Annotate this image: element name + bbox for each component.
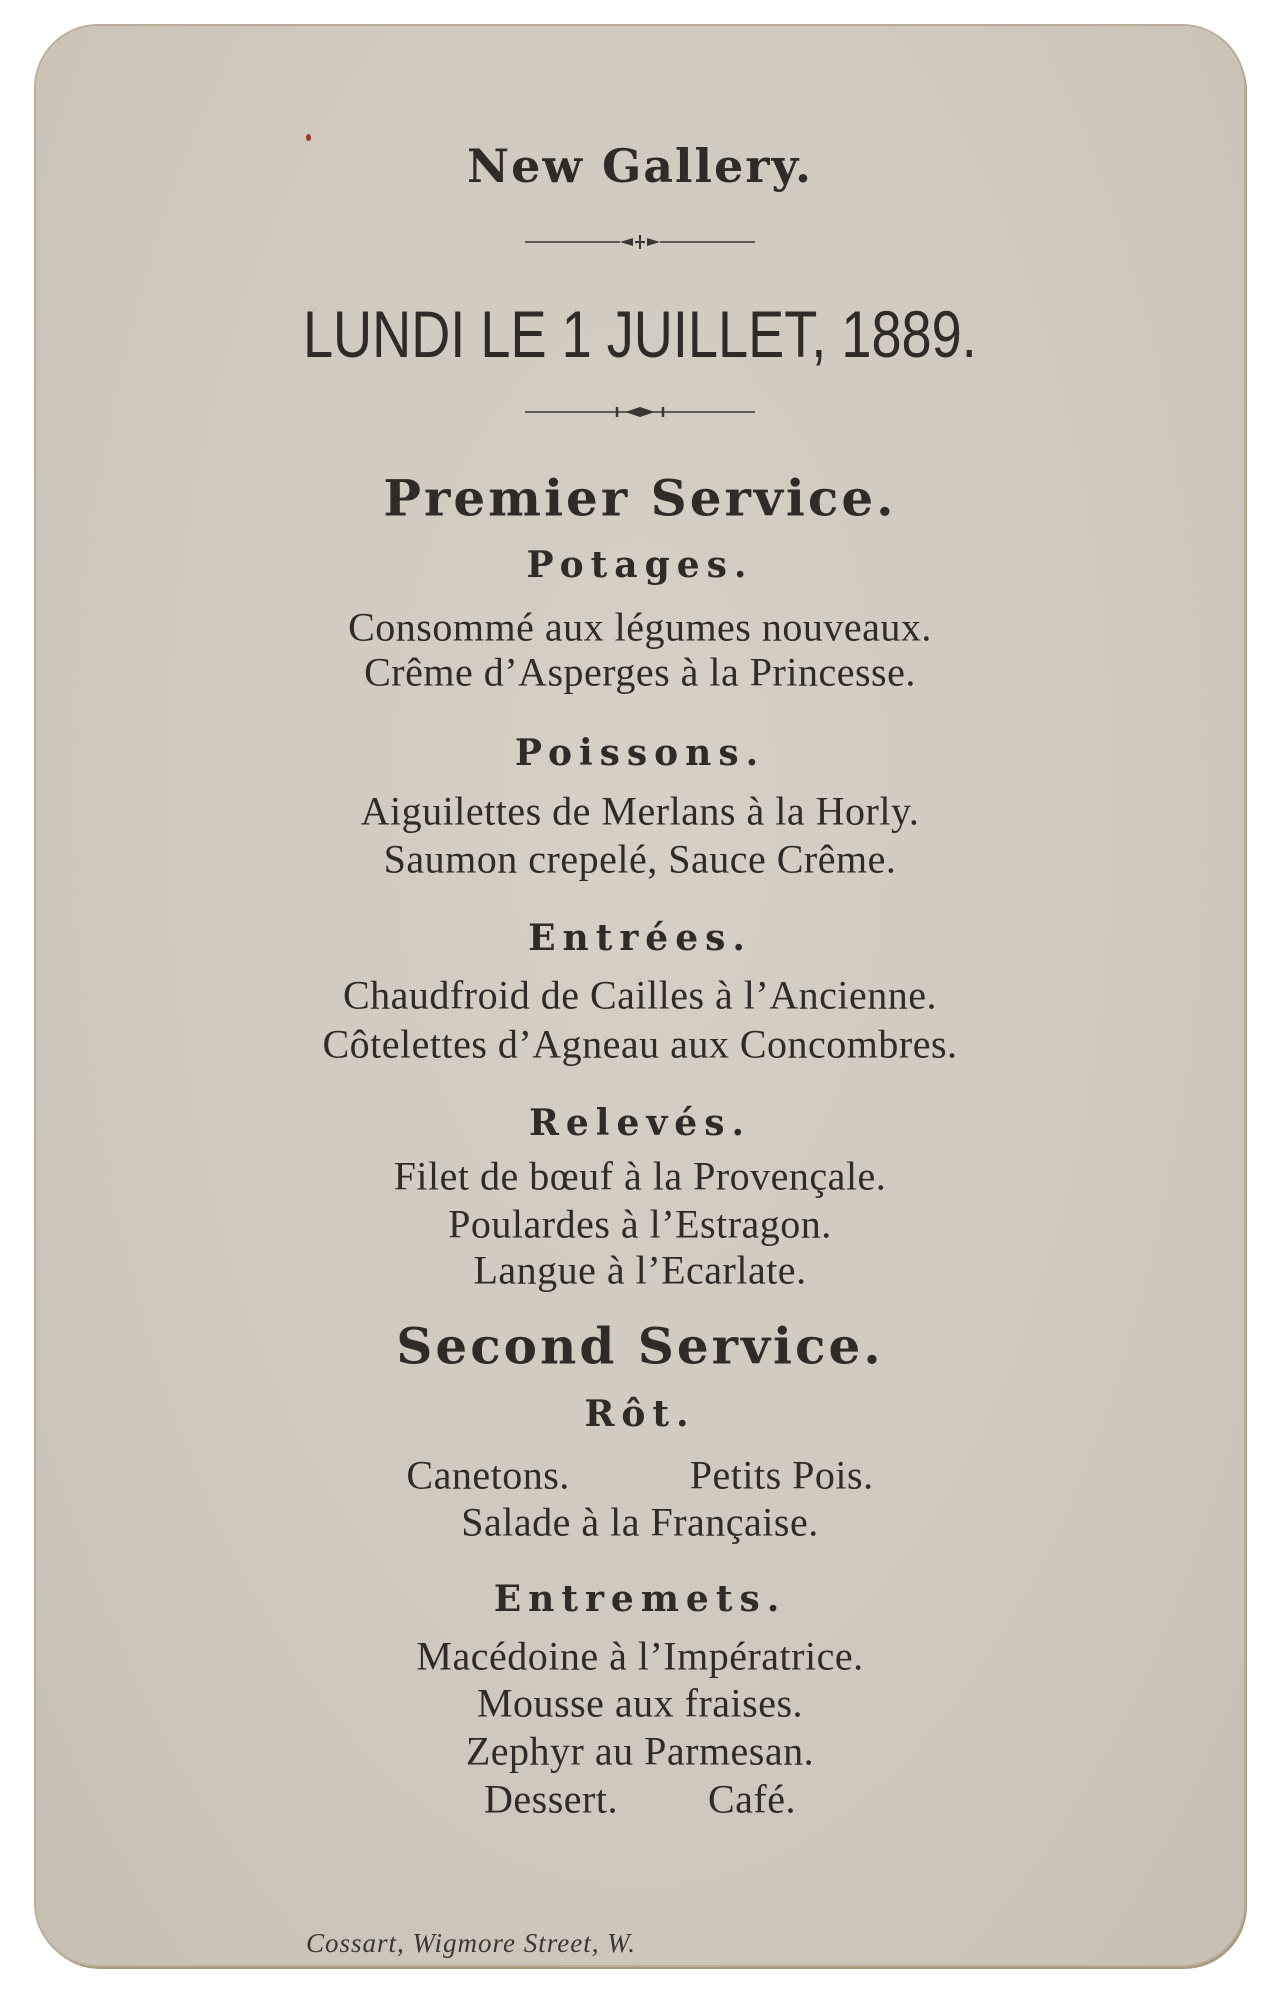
menu-item: Dessert. — [484, 1776, 618, 1822]
menu-card — [36, 26, 1244, 1965]
menu-item: Salade à la Française. — [461, 1499, 819, 1545]
menu-item: Petits Pois. — [689, 1452, 874, 1498]
menu-item: Zephyr au Parmesan. — [465, 1728, 815, 1774]
service-title: Premier Service. — [383, 468, 897, 528]
course-heading: Entrées. — [528, 917, 752, 959]
menu-item: Poulardes à l’Estragon. — [448, 1201, 832, 1247]
menu-item: Côtelettes d’Agneau aux Concombres. — [322, 1021, 958, 1067]
menu-item-row — [36, 1452, 1244, 1499]
menu-date — [36, 296, 1244, 372]
course-heading: Poissons. — [514, 732, 766, 774]
menu-item: Canetons. — [406, 1452, 570, 1498]
menu-item: Macédoine à l’Impératrice. — [416, 1633, 864, 1679]
ornament-divider — [525, 405, 755, 419]
menu-item: Consommé aux légumes nouveaux. — [348, 604, 932, 650]
printer-imprint: Cossart, Wigmore Street, W. — [305, 1928, 636, 1958]
menu-item: Aiguilettes de Merlans à la Horly. — [360, 788, 920, 834]
menu-item: Filet de bœuf à la Provençale. — [393, 1153, 887, 1199]
venue-title: New Gallery. — [467, 139, 813, 193]
service-title: Second Service. — [396, 1316, 884, 1376]
menu-item: Langue à l’Ecarlate. — [473, 1247, 807, 1293]
menu-item: Café. — [707, 1776, 796, 1822]
menu-item: Mousse aux fraises. — [476, 1680, 804, 1726]
ornament-divider — [525, 235, 755, 249]
menu-item: Saumon crepelé, Sauce Crême. — [383, 836, 897, 882]
course-heading: Entremets. — [493, 1578, 787, 1620]
menu-item: Crême d’Asperges à la Princesse. — [364, 649, 916, 695]
course-heading: Potages. — [526, 544, 754, 586]
course-heading: Relevés. — [528, 1102, 752, 1144]
menu-item: Chaudfroid de Cailles à l’Ancienne. — [343, 972, 937, 1018]
course-heading: Rôt. — [584, 1393, 696, 1435]
date-text: LUNDI LE 1 JUILLET, 1889. — [303, 297, 977, 371]
menu-item-row — [36, 1776, 1244, 1823]
